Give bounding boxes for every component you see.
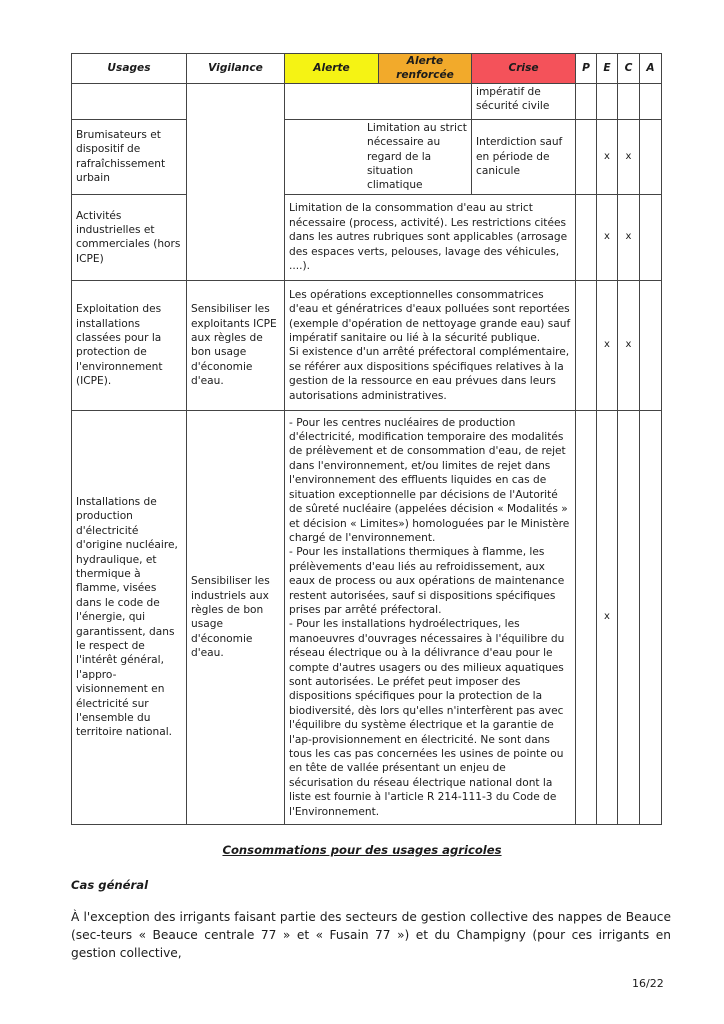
measure-paragraph: - Pour les installations thermiques à flamme, les prélèvements d'eau liés au refroidissement, aux eaux de process ou aux opérations de maintenance restent autorisées, sauf si dispositions spécifiques prises par arrêté préfectoral. xyxy=(289,546,565,616)
cell-crise: Interdiction sauf en période de canicule xyxy=(472,119,576,194)
cell-a xyxy=(640,83,662,119)
header-a: A xyxy=(640,54,662,84)
header-c: C xyxy=(618,54,640,84)
page-number: 16/22 xyxy=(632,977,664,990)
cell-vigilance xyxy=(187,83,285,280)
cell-measures xyxy=(285,410,576,824)
cell-vigilance: Sensibiliser les industriels aux règles de bon usage d'économie d'eau. xyxy=(187,410,285,824)
header-usages: Usages xyxy=(72,54,187,84)
header-p: P xyxy=(576,54,597,84)
cell-usage: Brumisateurs et dispositif de rafraîchissement urbain xyxy=(72,119,187,194)
measure-paragraph: - Pour les installations hydroélectriques, les manoeuvres d'ouvrages nécessaires à l'équilibre du réseau électrique ou à la délivrance d'eau pour le compte d'autres usagers ou des milieux aquatiques sont autorisées. Le préfet peut imposer des dispositions spécifiques pour la protection de la biodiversité, dès lors qu'elles n'interfèrent pas avec l'équilibre du système électrique et la garantie de l'ap-provisionnement en électricité. Ne sont dans tous les cas pas concernées les usines de pointe ou en tête de vallée présentant un enjeu de sécurisation du réseau électrique national dont la liste est fournie à l'article R 214-111-3 du Code de l'Environnement. xyxy=(289,618,565,818)
table-row xyxy=(72,194,662,280)
cell-crise: impératif de sécurité civile xyxy=(472,83,576,119)
cell-e xyxy=(597,83,618,119)
header-alerte: Alerte xyxy=(285,54,379,84)
cell-usage: Installations de production d'électricité d'origine nucléaire, hydraulique, et thermique à flamme, visées dans le code de l'énergie, qui garantissent, dans le respect de l'intérêt général, l'appro-visionnement en électricité sur l'ensemble du territoire national. xyxy=(72,410,187,824)
header-vigilance: Vigilance xyxy=(187,54,285,84)
cell-c: x xyxy=(618,280,640,410)
cell-usage xyxy=(72,83,187,119)
cell-e: x xyxy=(597,410,618,824)
measure-paragraph: Si existence d'un arrêté préfectoral complémentaire, se référer aux dispositions spécifiques relatives à la gestion de la ressource en eau prévues dans leurs autorisations administratives. xyxy=(289,346,570,402)
cell-p xyxy=(576,410,597,824)
cell-alerte xyxy=(285,83,472,119)
table-row xyxy=(72,83,662,119)
cell-e: x xyxy=(597,119,618,194)
cell-a xyxy=(640,194,662,280)
cell-a xyxy=(640,119,662,194)
cell-p xyxy=(576,280,597,410)
cell-e: x xyxy=(597,280,618,410)
section-title: Consommations pour des usages agricoles xyxy=(222,843,502,857)
header-alerte-renforcee: Alerte renforcée xyxy=(379,54,472,84)
cell-c xyxy=(618,83,640,119)
cell-p xyxy=(576,194,597,280)
cell-measures: Limitation de la consommation d'eau au strict nécessaire (process, activité). Les restrictions citées dans les autres rubriques sont applicables (arrosage des espaces verts, pelouses, lavage des véhicules, ....). xyxy=(285,194,576,280)
table-row xyxy=(72,410,662,824)
table-header-row xyxy=(72,54,662,84)
header-crise: Crise xyxy=(472,54,576,84)
sub-title: Cas général xyxy=(71,878,149,892)
table-row xyxy=(72,280,662,410)
cell-c: x xyxy=(618,119,640,194)
header-e: E xyxy=(597,54,618,84)
cell-a xyxy=(640,280,662,410)
cell-usage: Activités industrielles et commerciales (hors ICPE) xyxy=(72,194,187,280)
cell-measures xyxy=(285,280,576,410)
measure-paragraph: - Pour les centres nucléaires de production d'électricité, modification temporaire des modalités de prélèvement et de consommation d'eau, de rejet dans l'environnement, et/ou limites de rejet dans l'environnement des effluents liquides en cas de situation exceptionnelle par décisions de l'Autorité de sûreté nucléaire (appelées décision « Modalités » et décision « Limites») homologuées par le Ministère chargé de l'environnement. xyxy=(289,416,570,544)
cell-e: x xyxy=(597,194,618,280)
table-row xyxy=(72,119,662,194)
measure-paragraph: Les opérations exceptionnelles consommatrices d'eau et génératrices d'eaux polluées sont reportées (exemple d'opération de nettoyage grande eau) sauf impératif sanitaire ou lié à la sécurité publique. xyxy=(289,288,571,344)
body-paragraph: À l'exception des irrigants faisant partie des secteurs de gestion collective des nappes de Beauce (sec-teurs « Beauce centrale 77 » et « Fusain 77 ») et du Champigny (pour ces irrigants en gestion collective, xyxy=(71,910,671,960)
cell-usage: Exploitation des installations classées pour la protection de l'environnement (ICPE). xyxy=(72,280,187,410)
cell-p xyxy=(576,83,597,119)
cell-vigilance: Sensibiliser les exploitants ICPE aux règles de bon usage d'économie d'eau. xyxy=(187,280,285,410)
restriction-table xyxy=(71,53,662,825)
cell-c: x xyxy=(618,194,640,280)
cell-c xyxy=(618,410,640,824)
cell-p xyxy=(576,119,597,194)
cell-a xyxy=(640,410,662,824)
cell-alerte-renforcee: Limitation au strict nécessaire au regard de la situation climatique xyxy=(285,119,472,194)
